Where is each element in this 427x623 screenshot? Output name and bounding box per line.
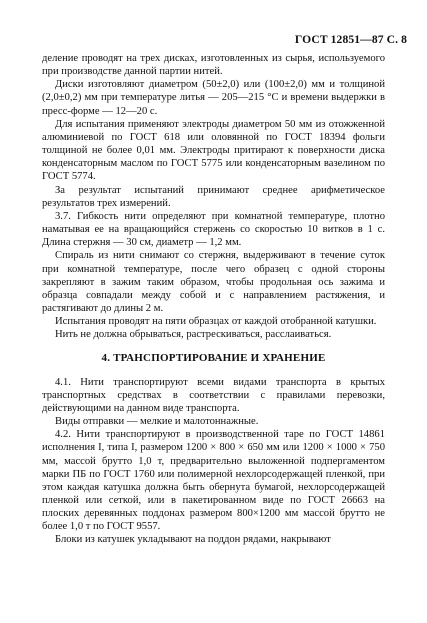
page-header: ГОСТ 12851—87 С. 8 bbox=[294, 33, 407, 46]
page-content bbox=[42, 52, 385, 547]
paragraph: Испытания проводят на пяти образцах от каждой отобранной катушки. bbox=[55, 316, 377, 328]
paragraph: 4.1. Нити транспортируют всеми видами транспорта в крытых транспортных средствах в соответствии с правилами перевозки, действующими на данном виде транспорта. bbox=[42, 376, 385, 414]
paragraph: Нить не должна обрываться, растрескиваться, расслаиваться. bbox=[55, 329, 332, 341]
paragraph: Виды отправки — мелкие и малотоннажные. bbox=[55, 416, 259, 428]
paragraph: За результат испытаний принимают среднее арифметическое результатов трех измерений. bbox=[42, 184, 385, 209]
paragraph: 3.7. Гибкость нити определяют при комнатной температуре, плотно наматывая ее на вращающийся стержень со скоростью 10 витков в 1 с. Длина стержня — 30 см, диаметр — 1,2 мм. bbox=[42, 210, 385, 249]
paragraph: деление проводят на трех дисках, изготовленных из сырья, используемого при производстве данной партии нитей. bbox=[42, 53, 385, 78]
section-heading: 4. ТРАНСПОРТИРОВАНИЕ И ХРАНЕНИЕ bbox=[101, 352, 326, 365]
paragraph: Спираль из нити снимают со стержня, выдерживают в течение суток при комнатной температуре, после чего образец с одной стороны закрепляют в зажим таким образом, чтобы продольная ось зажима и образца совпадали между собой и с направлением растяжения, и растягивают до длины 2 м. bbox=[42, 250, 385, 314]
paragraph: Диски изготовляют диаметром (50±2,0) или (100±2,0) мм и толщиной (2,0±0,2) мм при температуре литья — 205—215 °С и времени выдержки в пресс-форме — 12—20 с. bbox=[42, 79, 385, 117]
paragraph: Блоки из катушек укладывают на поддон рядами, накрывают bbox=[55, 534, 331, 546]
paragraph: 4.2. Нити транспортируют в производственной таре по ГОСТ 14861 исполнения I, типа I, размером 1200 × 800 × 650 мм или 1200 × 1000 × 750 мм, массой брутто 1,0 т, предварительно выложенной подпергаментом марки ПБ по ГОСТ 1760 или полимерной нехлорсодержащей пленкой, при этом каждая катушка должна быть обернута бумагой, нехлорсодержащей пленкой или сеткой, или в пакетированном виде по ГОСТ 26663 на плоских деревянных поддонах размером 800×1200 мм массой брутто не более 1,0 т по ГОСТ 9557. bbox=[42, 429, 385, 533]
paragraph: Для испытания применяют электроды диаметром 50 мм из отожженной алюминиевой по ГОСТ 618 или оловянной по ГОСТ 18394 фольги толщиной не более 0,01 мм. Электроды притирают к поверхности диска конденсаторным маслом по ГОСТ 5775 или конденсаторным вазелином по ГОСТ 5774. bbox=[42, 118, 385, 183]
